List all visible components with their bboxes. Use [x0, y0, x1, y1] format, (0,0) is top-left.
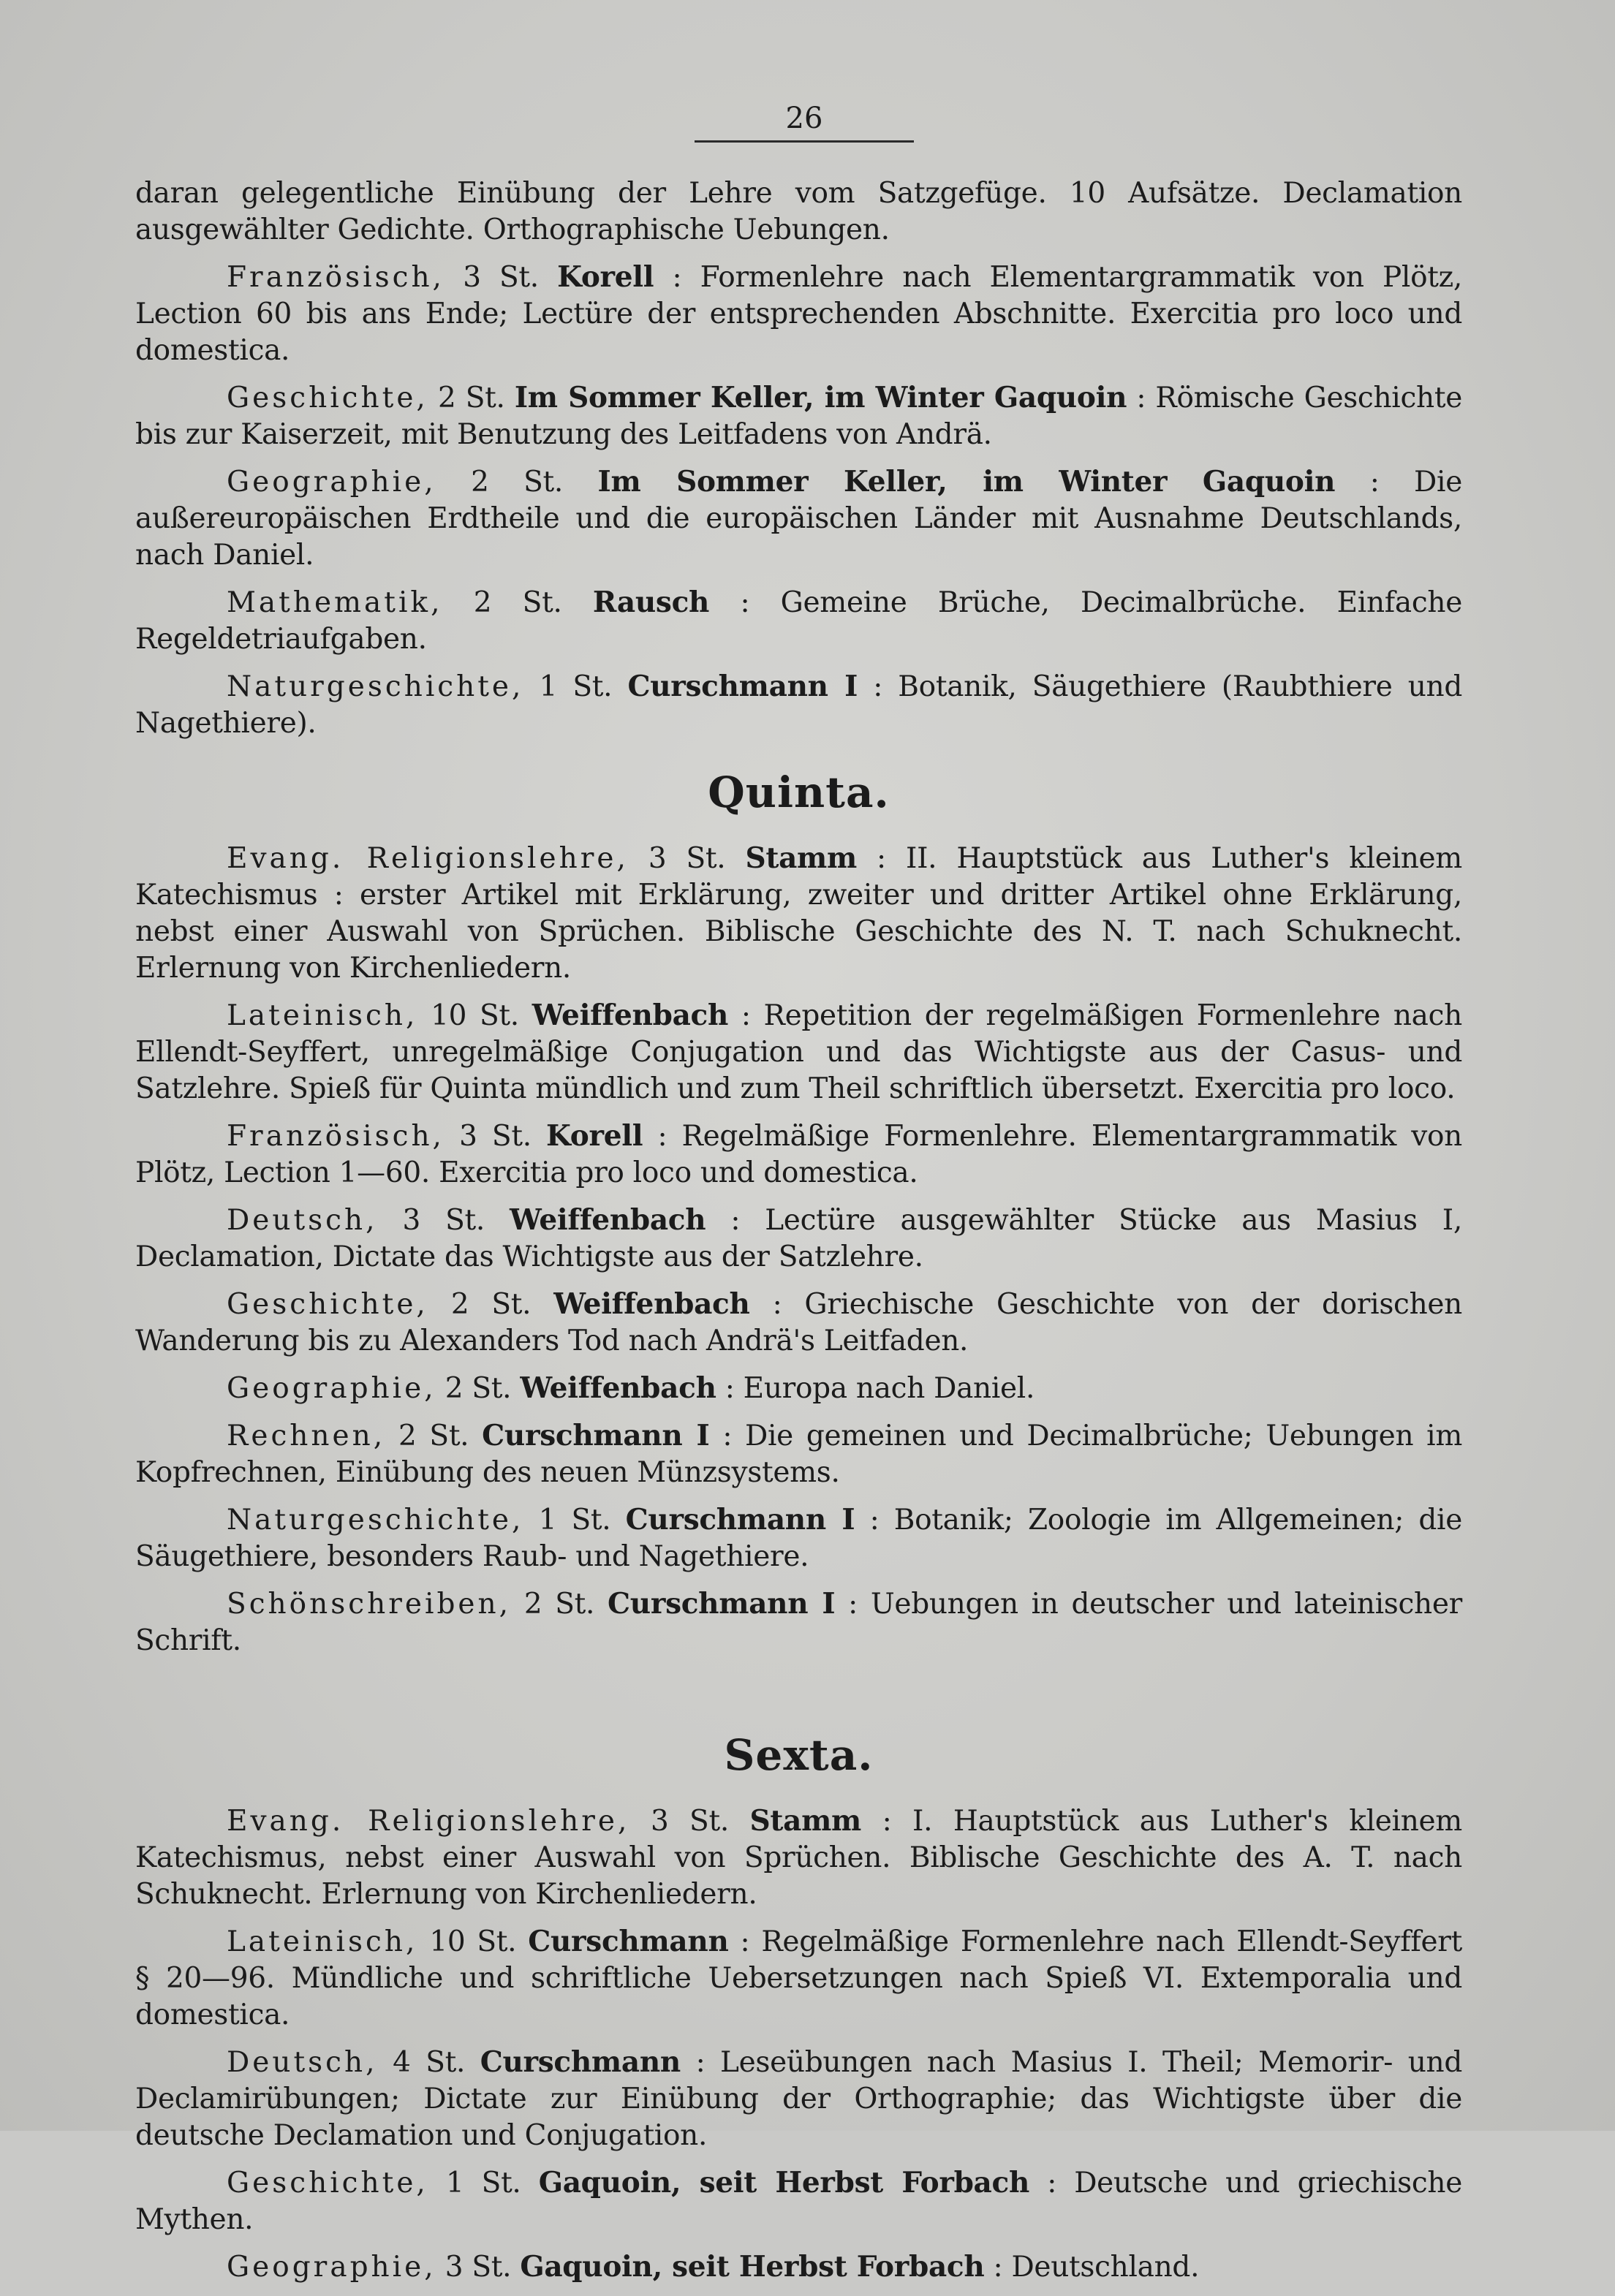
entry-subject: Deutsch, — [227, 2046, 378, 2079]
entry-teacher: Rausch — [592, 586, 710, 619]
entry-teacher: Curschmann — [480, 2045, 681, 2079]
entry-subject: Lateinisch, — [227, 999, 418, 1032]
curriculum-entry — [135, 997, 1462, 1107]
entry-hours: 10 St. — [417, 999, 532, 1032]
entry-teacher: Gaquoin, seit Herbst Forbach — [538, 2166, 1030, 2200]
entry-teacher: Curschmann I — [608, 1587, 836, 1621]
curriculum-entry — [135, 1923, 1462, 2034]
entry-text: : Die außereuropäischen Erdtheile und die europäischen Länder mit Ausnahme Deutschlands, nach Daniel. — [135, 466, 1462, 572]
entry-text: : Europa nach Daniel. — [716, 1372, 1035, 1405]
curriculum-entry — [135, 584, 1462, 658]
entry-subject: Mathematik, — [227, 586, 443, 619]
curriculum-entry — [135, 463, 1462, 574]
entry-text: : Die gemeinen und Decimalbrüche; Uebungen im Kopfrechnen, Einübung des neuen Münzsystems. — [135, 1420, 1462, 1489]
entry-hours: 2 St. — [385, 1420, 483, 1452]
section-heading-quinta: Quinta. — [708, 768, 890, 817]
entry-hours: 1 St. — [523, 670, 628, 703]
entry-teacher: Curschmann I — [482, 1419, 710, 1452]
entry-hours: 4 St. — [377, 2046, 480, 2079]
entry-teacher: Im Sommer Keller, im Winter Gaquoin — [597, 465, 1336, 499]
entry-subject: Geographie, — [227, 466, 436, 499]
entry-subject: Rechnen, — [227, 1420, 386, 1452]
entry-subject: Geographie, — [227, 1372, 436, 1405]
entry-text: : Repetition der regelmäßigen Formenlehre nach Ellendt-Seyffert, unregelmäßige Conjugation und das Wichtigste aus der Casus- und Satzlehre. Spieß für Quinta mündlich und zum Theil schriftlich übersetzt. Exercitia pro loco. — [135, 999, 1462, 1105]
entry-text: : Griechische Geschichte von der dorischen Wanderung bis zu Alexanders Tod nach Andrä's Leitfaden. — [135, 1288, 1462, 1357]
entry-text: : Regelmäßige Formenlehre nach Ellendt-Seyffert § 20—96. Mündliche und schriftliche Uebersetzungen nach Spieß VI. Extemporalia und domestica. — [135, 1925, 1462, 2031]
entry-subject: Geographie, — [227, 2251, 436, 2284]
entry-text: : I. Hauptstück aus Luther's kleinem Katechismus, nebst einer Auswahl von Sprüchen. Biblische Geschichte des A. T. nach Schuknecht. Erlernung von Kirchenliedern. — [135, 1805, 1462, 1911]
entry-text: : Botanik, Säugethiere (Raubthiere und Nagethiere). — [135, 670, 1462, 740]
entry-hours: 2 St. — [442, 586, 593, 619]
curriculum-entry — [135, 379, 1462, 453]
entry-hours: 2 St. — [511, 1588, 608, 1621]
entry-text: : Leseübungen nach Masius I. Theil; Memorir- und Declamirübungen; Dictate zur Einübung der Orthographie; das Wichtigste über die deutsche Declamation und Conjugation. — [135, 2046, 1462, 2152]
curriculum-entry — [135, 1585, 1462, 1659]
entry-text: : Regelmäßige Formenlehre. Elementargrammatik von Plötz, Lection 1—60. Exercitia pro loco und domestica. — [135, 1120, 1462, 1189]
entry-subject: Geschichte, — [227, 2167, 428, 2200]
curriculum-entry — [135, 2164, 1462, 2238]
entry-teacher: Weiffenbach — [532, 999, 729, 1032]
entry-teacher: Curschmann — [528, 1925, 729, 1958]
entry-teacher: Curschmann I — [625, 1503, 855, 1537]
entry-subject: Französisch, — [227, 1120, 445, 1153]
curriculum-entry — [135, 259, 1462, 369]
entry-text: : Deutsche und griechische Mythen. — [135, 2167, 1462, 2236]
entry-hours: 3 St. — [629, 1805, 750, 1838]
curriculum-entry — [135, 1118, 1462, 1191]
page-number-rule — [695, 140, 914, 143]
entry-teacher: Stamm — [749, 1804, 862, 1838]
entry-hours: 2 St. — [436, 1372, 521, 1405]
curriculum-entry — [135, 1202, 1462, 1276]
curriculum-entry — [135, 668, 1462, 742]
entry-hours: 3 St. — [444, 1120, 546, 1153]
section-heading-sexta: Sexta. — [724, 1730, 874, 1780]
continuation-text: daran gelegentliche Einübung der Lehre vom Satzgefüge. 10 Aufsätze. Declamation ausgewählter Gedichte. Orthographische Uebungen. — [135, 177, 1462, 246]
entry-subject: Geschichte, — [227, 1288, 428, 1321]
entry-hours: 2 St. — [428, 382, 515, 414]
entry-text: : Gemeine Brüche, Decimalbrüche. Einfache Regeldetriaufgaben. — [135, 586, 1462, 656]
entry-teacher: Korell — [546, 1119, 643, 1153]
entry-teacher: Im Sommer Keller, im Winter Gaquoin — [514, 381, 1127, 414]
entry-hours: 2 St. — [428, 1288, 554, 1321]
curriculum-entry — [135, 1286, 1462, 1360]
entry-text: : Deutschland. — [984, 2251, 1200, 2284]
page-number: 26 — [785, 102, 823, 135]
entry-teacher: Weiffenbach — [553, 1287, 750, 1321]
entry-hours: 3 St. — [444, 261, 558, 294]
curriculum-entry — [135, 1417, 1462, 1491]
entry-subject: Geschichte, — [227, 382, 428, 414]
entry-teacher: Curschmann I — [627, 670, 858, 703]
entry-teacher: Weiffenbach — [520, 1371, 716, 1405]
entry-text: : II. Hauptstück aus Luther's kleinem Katechismus : erster Artikel mit Erklärung, zweiter und dritter Artikel ohne Erklärung, nebst einer Auswahl von Sprüchen. Biblische Geschichte des N. T. nach Schuknecht. Erlernung von Kirchenliedern. — [135, 842, 1462, 985]
entry-text: : Uebungen in deutscher und lateinischer Schrift. — [135, 1588, 1462, 1657]
entry-subject: Deutsch, — [227, 1204, 378, 1237]
entry-hours: 3 St. — [377, 1204, 510, 1237]
entry-hours: 2 St. — [436, 466, 598, 499]
page-body — [135, 175, 1462, 2296]
entry-subject: Französisch, — [227, 261, 445, 294]
entry-teacher: Weiffenbach — [510, 1203, 706, 1237]
curriculum-entry — [135, 1370, 1462, 1407]
entry-subject: Schönschreiben, — [227, 1588, 512, 1621]
quarta-tail-entries — [135, 259, 1462, 742]
entry-hours: 3 St. — [628, 842, 746, 875]
continuation-paragraph — [135, 175, 1462, 249]
entry-hours: 3 St. — [436, 2251, 521, 2284]
entry-text: : Römische Geschichte bis zur Kaiserzeit, mit Benutzung des Leitfadens von Andrä. — [135, 382, 1462, 451]
entry-subject: Naturgeschichte, — [227, 1504, 524, 1537]
curriculum-entry — [135, 1501, 1462, 1575]
entry-text: : Lectüre ausgewählter Stücke aus Masius I, Declamation, Dictate das Wichtigste aus der Satzlehre. — [135, 1204, 1462, 1273]
entry-hours: 1 St. — [428, 2167, 539, 2200]
curriculum-entry — [135, 840, 1462, 987]
entry-subject: Evang. Religionslehre, — [227, 1805, 630, 1838]
entry-subject: Evang. Religionslehre, — [227, 842, 629, 875]
sexta-entries — [135, 1803, 1462, 2286]
entry-text: : Formenlehre nach Elementargrammatik von Plötz, Lection 60 bis ans Ende; Lectüre der entsprechenden Abschnitte. Exercitia pro loco und domestica. — [135, 261, 1462, 367]
curriculum-entry — [135, 2044, 1462, 2154]
entry-teacher: Korell — [557, 260, 654, 294]
curriculum-entry — [135, 1803, 1462, 1913]
entry-teacher: Stamm — [745, 841, 857, 875]
curriculum-entry — [135, 2248, 1462, 2286]
entry-subject: Lateinisch, — [227, 1925, 418, 1958]
entry-text: : Botanik; Zoologie im Allgemeinen; die Säugethiere, besonders Raub- und Nagethiere. — [135, 1504, 1462, 1573]
entry-hours: 10 St. — [417, 1925, 529, 1958]
entry-hours: 1 St. — [523, 1504, 626, 1537]
quinta-entries — [135, 840, 1462, 1659]
entry-teacher: Gaquoin, seit Herbst Forbach — [520, 2250, 985, 2284]
entry-subject: Naturgeschichte, — [227, 670, 524, 703]
